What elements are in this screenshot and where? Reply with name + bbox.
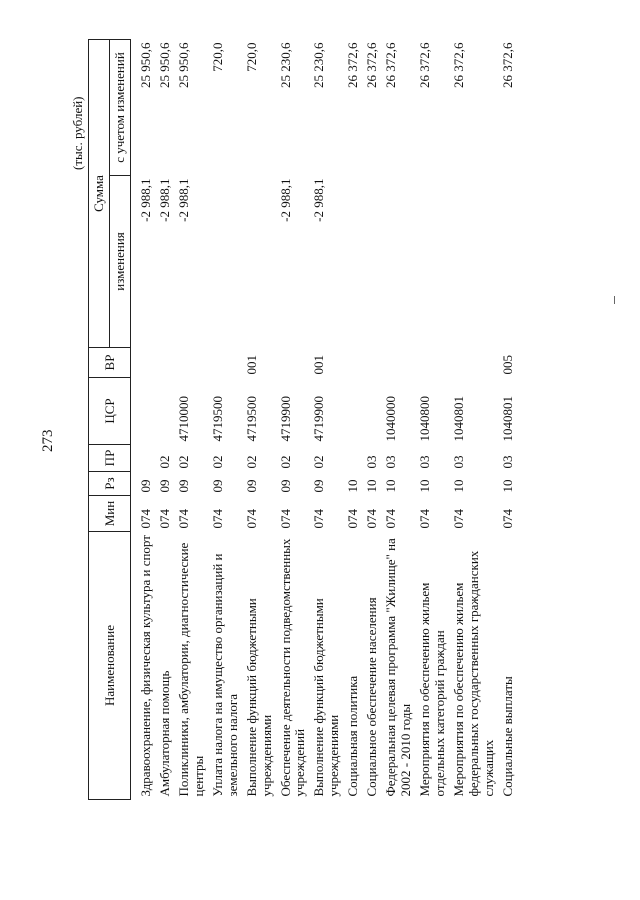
cell-min: 074 bbox=[243, 509, 259, 529]
table-row bbox=[156, 40, 175, 800]
cell-min: 074 bbox=[209, 509, 225, 529]
cell-change bbox=[209, 176, 243, 348]
cell-total: 26 372,6 bbox=[364, 42, 380, 88]
cell-name: Амбулаторная помощь bbox=[156, 670, 172, 797]
cell-pr: 03 bbox=[499, 455, 515, 469]
cell-min: 074 bbox=[364, 509, 380, 529]
cell-csr: 4719500 bbox=[243, 396, 259, 442]
table-row bbox=[344, 40, 363, 800]
table-row bbox=[277, 40, 311, 800]
cell-pr: 03 bbox=[383, 455, 399, 469]
cell-rz: 09 bbox=[138, 479, 153, 493]
cell-vr bbox=[277, 348, 311, 378]
margin-mark bbox=[614, 296, 615, 304]
cell-csr: 1040801 bbox=[499, 396, 515, 442]
header-with-change: с учетом изменений bbox=[110, 40, 131, 176]
cell-min: 074 bbox=[383, 509, 399, 529]
cell-change: -2 988,1 bbox=[175, 178, 191, 222]
header-name: Наименование bbox=[89, 532, 131, 800]
cell-change bbox=[450, 176, 499, 348]
cell-rz: 10 bbox=[450, 479, 466, 493]
cell-vr: 005 bbox=[499, 355, 515, 375]
cell-pr: 03 bbox=[417, 455, 432, 469]
page-number: 273 bbox=[40, 429, 56, 452]
cell-vr bbox=[156, 348, 175, 378]
cell-total: 25 230,6 bbox=[277, 42, 293, 88]
cell-csr: 4719500 bbox=[209, 396, 225, 442]
cell-rz: 09 bbox=[243, 479, 259, 493]
cell-pr: 03 bbox=[450, 455, 466, 469]
cell-total: 25 950,6 bbox=[138, 42, 153, 88]
cell-csr: 1040800 bbox=[417, 396, 432, 442]
cell-vr bbox=[131, 348, 156, 378]
cell-change bbox=[363, 176, 382, 348]
cell-min: 074 bbox=[450, 509, 466, 529]
cell-name: Мероприятия по обеспечению жильем отдельных категорий граждан bbox=[417, 582, 447, 797]
cell-total: 26 372,6 bbox=[417, 42, 432, 88]
header-pr: ПР bbox=[89, 445, 131, 472]
cell-csr: 1040000 bbox=[383, 396, 399, 442]
cell-name: Социальные выплаты bbox=[499, 676, 515, 797]
cell-pr: 02 bbox=[209, 455, 225, 469]
cell-total: 26 372,6 bbox=[450, 42, 466, 88]
cell-vr: 001 bbox=[311, 355, 327, 375]
cell-csr: 4710000 bbox=[175, 396, 191, 442]
table-body bbox=[131, 40, 518, 800]
cell-name: Федеральная целевая программа "Жилище" на 2002 - 2010 годы bbox=[383, 538, 414, 797]
cell-pr bbox=[344, 445, 363, 472]
header-sum: Сумма bbox=[89, 40, 110, 348]
cell-change bbox=[344, 176, 363, 348]
cell-name: Здравоохранение, физическая культура и спорт bbox=[138, 535, 153, 797]
budget-table bbox=[88, 39, 518, 800]
cell-change bbox=[499, 176, 518, 348]
cell-name: Выполнение функций бюджетными учреждениями bbox=[243, 598, 274, 797]
cell-total: 720,0 bbox=[209, 42, 225, 72]
cell-rz: 10 bbox=[417, 479, 432, 493]
cell-name: Социальная политика bbox=[345, 675, 361, 797]
cell-pr: 02 bbox=[311, 455, 327, 469]
cell-min: 074 bbox=[138, 509, 153, 529]
cell-pr bbox=[131, 445, 156, 472]
cell-change: -2 988,1 bbox=[311, 178, 327, 222]
cell-name: Мероприятия по обеспечению жильем федеральных государственных гражданских служащих bbox=[450, 550, 496, 797]
cell-min: 074 bbox=[345, 509, 361, 529]
cell-vr bbox=[382, 348, 416, 378]
cell-total: 26 372,6 bbox=[499, 42, 515, 88]
cell-min: 074 bbox=[311, 509, 327, 529]
cell-pr: 02 bbox=[277, 455, 293, 469]
table-row bbox=[310, 40, 344, 800]
header-change: изменения bbox=[110, 176, 131, 348]
table-row bbox=[382, 40, 416, 800]
cell-name: Выполнение функций бюджетными учреждениями bbox=[311, 598, 342, 797]
header-csr: ЦСР bbox=[89, 378, 131, 445]
cell-rz: 10 bbox=[364, 479, 380, 493]
cell-rz: 09 bbox=[175, 479, 191, 493]
cell-csr bbox=[344, 378, 363, 445]
cell-total: 25 950,6 bbox=[175, 42, 191, 88]
cell-min: 074 bbox=[499, 509, 515, 529]
cell-csr: 4719900 bbox=[277, 396, 293, 442]
cell-change bbox=[382, 176, 416, 348]
header-rz: Рз bbox=[89, 472, 131, 496]
cell-pr: 03 bbox=[364, 455, 380, 469]
header-vr: ВР bbox=[89, 348, 131, 378]
cell-name: Обеспечение деятельности подведомственных учреждений bbox=[277, 538, 308, 797]
cell-change: -2 988,1 bbox=[156, 178, 172, 222]
cell-csr bbox=[131, 378, 156, 445]
cell-total: 26 372,6 bbox=[383, 42, 399, 88]
table-row bbox=[416, 40, 450, 800]
cell-change: -2 988,1 bbox=[277, 178, 293, 222]
cell-name: Социальное обеспечение населения bbox=[364, 597, 380, 797]
cell-pr: 02 bbox=[156, 455, 172, 469]
cell-rz: 10 bbox=[499, 479, 515, 493]
table-row bbox=[450, 40, 499, 800]
cell-name: Поликлиники, амбулатории, диагностические центры bbox=[175, 542, 206, 797]
cell-min: 074 bbox=[156, 509, 172, 529]
cell-vr bbox=[344, 348, 363, 378]
table-row bbox=[131, 40, 156, 800]
cell-change bbox=[416, 176, 450, 348]
cell-csr: 1040801 bbox=[450, 396, 466, 442]
cell-min: 074 bbox=[277, 509, 293, 529]
cell-vr bbox=[450, 348, 499, 378]
cell-rz: 09 bbox=[277, 479, 293, 493]
cell-total: 720,0 bbox=[243, 42, 259, 72]
table-row bbox=[363, 40, 382, 800]
table-row bbox=[175, 40, 209, 800]
table-row bbox=[243, 40, 277, 800]
cell-min: 074 bbox=[175, 509, 191, 529]
table-row bbox=[209, 40, 243, 800]
cell-vr bbox=[175, 348, 209, 378]
cell-vr bbox=[209, 348, 243, 378]
cell-name: Уплата налога на имущество организаций и земельного налога bbox=[209, 553, 240, 797]
cell-change: -2 988,1 bbox=[138, 178, 153, 222]
cell-rz: 09 bbox=[209, 479, 225, 493]
cell-vr: 001 bbox=[243, 355, 259, 375]
cell-rz: 10 bbox=[383, 479, 399, 493]
cell-vr bbox=[363, 348, 382, 378]
cell-csr: 4719900 bbox=[311, 396, 327, 442]
cell-pr: 02 bbox=[243, 455, 259, 469]
cell-total: 25 230,6 bbox=[311, 42, 327, 88]
cell-total: 26 372,6 bbox=[345, 42, 361, 88]
cell-vr bbox=[416, 348, 450, 378]
cell-rz: 09 bbox=[311, 479, 327, 493]
cell-rz: 09 bbox=[156, 479, 172, 493]
cell-csr bbox=[363, 378, 382, 445]
cell-change bbox=[243, 176, 277, 348]
cell-csr bbox=[156, 378, 175, 445]
cell-total: 25 950,6 bbox=[156, 42, 172, 88]
cell-rz: 10 bbox=[345, 479, 361, 493]
cell-pr: 02 bbox=[175, 455, 191, 469]
units-caption: (тыс. рублей) bbox=[70, 96, 85, 170]
header-min: Мин bbox=[89, 496, 131, 532]
cell-min: 074 bbox=[417, 509, 432, 529]
table-row bbox=[499, 40, 518, 800]
